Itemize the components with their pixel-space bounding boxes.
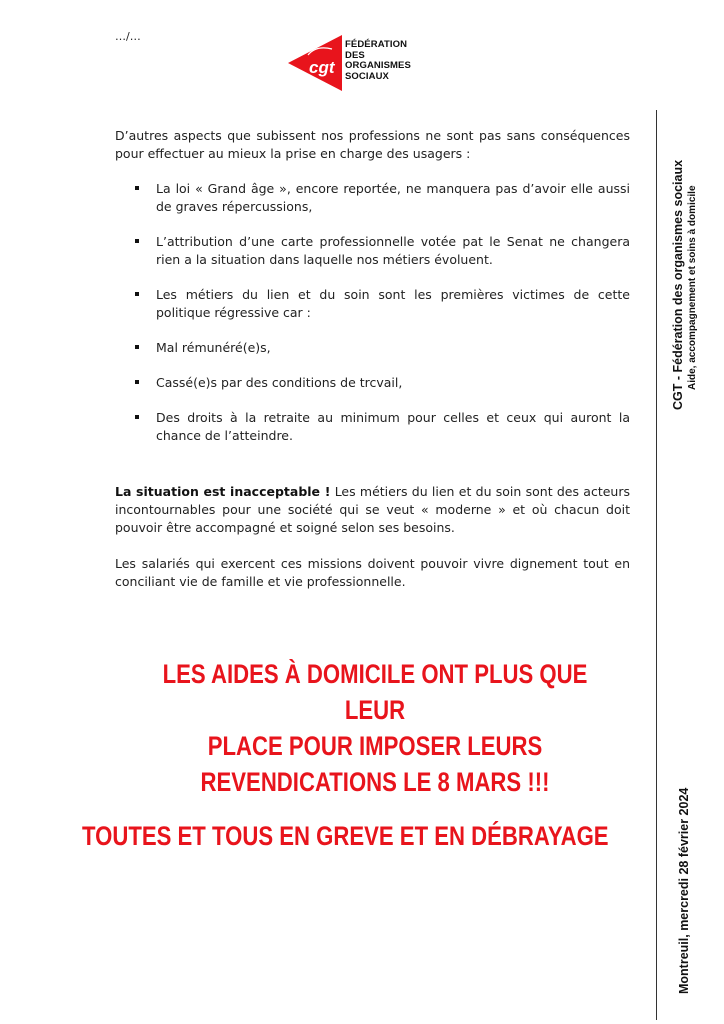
salaries-paragraph: Les salariés qui exercent ces missions doivent pouvoir vivre dignement tout en conciliant vie de famille et vie professionnelle.	[115, 556, 630, 589]
bullet-list	[115, 180, 630, 445]
headline-line-2: PLACE POUR IMPOSER LEURS	[207, 731, 543, 761]
situation-text: Les métiers du lien et du soin sont des acteurs incontournables pour une société qui se veut « moderne » et où chacun doit pouvoir être accompagné et soigné selon ses besoins.	[115, 484, 630, 535]
situation-bold: La situation est inacceptable !	[115, 484, 331, 499]
situation-paragraph	[115, 483, 630, 537]
sidebar-date: Montreuil, mercredi 28 février 2024	[677, 787, 691, 994]
svg-text:cgt: cgt	[309, 58, 335, 77]
headline	[162, 656, 588, 800]
sidebar-divider	[656, 110, 657, 1020]
sidebar-org	[670, 160, 700, 410]
strike-call: TOUTES ET TOUS EN GREVE ET EN DÉBRAYAGE	[82, 821, 609, 851]
bullet-item: Les métiers du lien et du soin sont les premières victimes de cette politique régressive car :	[115, 286, 630, 322]
cgt-logo-icon	[288, 33, 346, 93]
headline-line-1: LES AIDES À DOMICILE ONT PLUS QUE LEUR	[162, 659, 588, 725]
sidebar-org-subtitle: Aide, accompagnement et soins à domicile	[687, 185, 698, 390]
continuation-mark: …/…	[115, 30, 141, 43]
bullet-item: Mal rémunéré(e)s,	[115, 339, 630, 357]
cgt-logo	[288, 33, 428, 93]
bullet-item: Cassé(e)s par des conditions de trcvail,	[115, 374, 630, 392]
sidebar-org-title: CGT - Fédération des organismes sociaux	[671, 159, 685, 410]
logo-line-4: SOCIAUX	[345, 70, 389, 82]
logo-line-3: ORGANISMES	[345, 60, 411, 71]
logo-line-2: DES	[345, 49, 365, 61]
bullet-item: L’attribution d’une carte professionnelle votée pat le Senat ne changera rien a la situation dans laquelle nos métiers évoluent.	[115, 233, 630, 269]
logo-line-1: FÉDÉRATION	[345, 39, 408, 50]
bullet-item: La loi « Grand âge », encore reportée, ne manquera pas d’avoir elle aussi de graves répercussions,	[115, 180, 630, 216]
intro-paragraph: D’autres aspects que subissent nos professions ne sont pas sans conséquences pour effectuer au mieux la prise en charge des usagers :	[115, 128, 630, 161]
headline-line-3: REVENDICATIONS LE 8 MARS !!!	[200, 767, 550, 797]
bullet-item: Des droits à la retraite au minimum pour celles et ceux qui auront la chance de l’atteindre.	[115, 409, 630, 445]
